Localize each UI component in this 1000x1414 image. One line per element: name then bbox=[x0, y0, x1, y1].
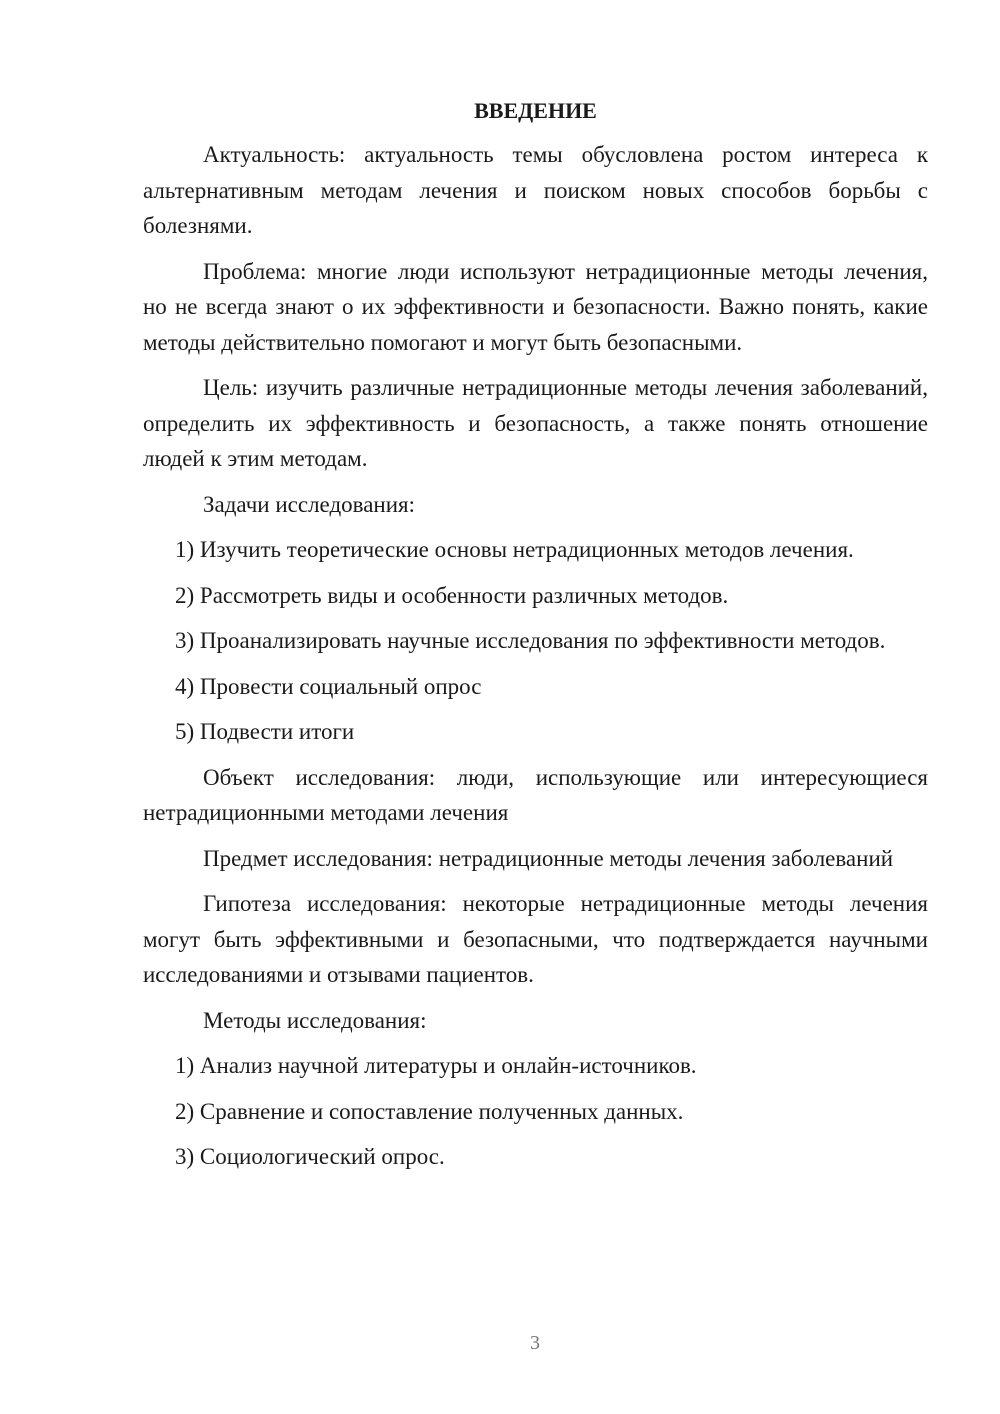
task-item-2: 2) Рассмотреть виды и особенности различных методов. bbox=[175, 582, 729, 608]
method-item-2: 2) Сравнение и сопоставление полученных данных. bbox=[175, 1098, 684, 1124]
methods-heading: Методы исследования: bbox=[203, 1007, 427, 1033]
paragraph-problem: Проблема: многие люди используют нетрадиционные методы лечения, но не всегда знают о их эффективности и безопасности. Важно понять, какие методы действительно помогают и могут быть безопасными. bbox=[143, 258, 928, 355]
page-content bbox=[143, 95, 928, 1185]
paragraph-goal: Цель: изучить различные нетрадиционные методы лечения заболеваний, определить их эффективность и безопасность, а также понять отношение людей к этим методам. bbox=[143, 375, 928, 471]
page-number: 3 bbox=[530, 1332, 540, 1354]
method-item-3: 3) Социологический опрос. bbox=[175, 1144, 445, 1169]
task-item-3: 3) Проанализировать научные исследования по эффективности методов. bbox=[175, 628, 886, 653]
paragraph-hypothesis: Гипотеза исследования: некоторые нетрадиционные методы лечения могут быть эффективными и безопасными, что подтверждается научными исследованиями и отзывами пациентов. bbox=[143, 891, 928, 987]
method-item-1: 1) Анализ научной литературы и онлайн-источников. bbox=[175, 1053, 697, 1078]
paragraph-subject: Предмет исследования: нетрадиционные методы лечения заболеваний bbox=[203, 845, 894, 871]
task-item-1: 1) Изучить теоретические основы нетрадиционных методов лечения. bbox=[175, 537, 854, 562]
task-item-5: 5) Подвести итоги bbox=[175, 719, 355, 744]
paragraph-object: Объект исследования: люди, использующие или интересующиеся нетрадиционными методами лечения bbox=[143, 764, 928, 825]
paragraph-relevance: Актуальность: актуальность темы обусловлена ростом интереса к альтернативным методам лечения и поиском новых способов борьбы с болезнями. bbox=[143, 142, 928, 238]
task-item-4: 4) Провести социальный опрос bbox=[175, 673, 482, 699]
tasks-heading: Задачи исследования: bbox=[203, 491, 416, 517]
section-title: ВВЕДЕНИЕ bbox=[474, 98, 597, 123]
